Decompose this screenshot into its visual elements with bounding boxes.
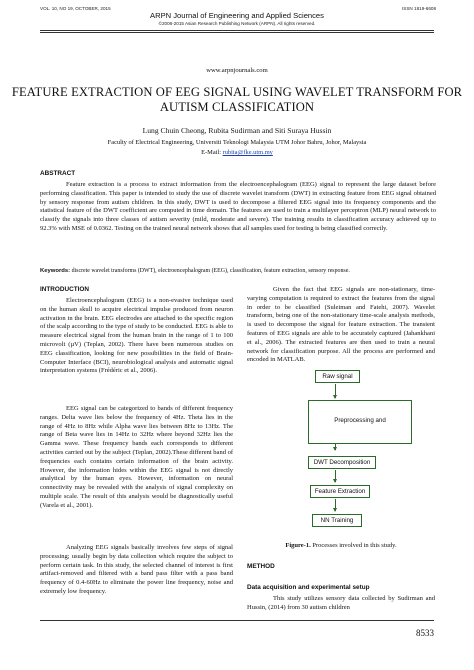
paper-authors: Lung Chuin Cheong, Rubita Sudirman and Siti Suraya Hussin <box>142 126 332 135</box>
method-subheading: Data acquisition and experimental setup <box>247 584 370 591</box>
method-paragraph: This study utilizes sensory data collected by Sudirman and Hussin, (2014) from 30 autism children <box>247 595 435 611</box>
intro-paragraph-4: Given the fact that EEG signals are non-stationary, time-varying computation is required to extract the features from the signal in order to be classified (Suleiman and Fatehi, 2007). Wavelet transform, being one of the non-stationary time-scale analysis methods, is used to decompose the signal for feature extraction. The transient features of EEG signals are able to be accurately captured (Jahankhani et al., 2006). The extracted features are then used to train a neural network for classification purpose. All the process are performed and encoded in MATLAB. <box>247 286 435 364</box>
email-link[interactable]: rubita@fke.utm.my <box>222 149 273 156</box>
intro-paragraph-1: Electroencephalogram (EEG) is a non-evasive technique used on the human skull to acquire electrical impulse produced from neuron activation in the brain. EEG electrodes are attached to the specific region of the scalp according to the type of study to be conducted. EEG is able to measure electrical signal from the human brain in the range of 1 to 100 microvolt (µV) (Teplan, 2002). There have been numerous studies on EEG classification, looking for new possibilities in the field of Brain-Computer Interface (BCI), neurobiological analysis and automatic signal interpretation systems (Frédéric et al., 2006). <box>40 297 233 375</box>
arrow-3 <box>335 470 336 482</box>
introduction-heading: INTRODUCTION <box>40 286 89 293</box>
copyright-line: ©2006-2015 Asian Research Publishing Network (ARPN). All rights reserved. <box>158 21 316 26</box>
node-raw-signal: Raw signal <box>315 370 360 383</box>
journal-name: ARPN Journal of Engineering and Applied Sciences <box>150 11 324 20</box>
abstract-heading: ABSTRACT <box>40 170 76 177</box>
volume-issue: VOL. 10, NO 19, OCTOBER, 2015 <box>40 6 111 11</box>
keywords <box>40 267 436 275</box>
node-preprocessing: Preprocessing and <box>308 400 412 444</box>
figure-1-caption <box>247 542 435 549</box>
figure-1-flowchart <box>300 366 420 534</box>
abstract-text: Feature extraction is a process to extract information from the electroencephalogram (EEG) signal to represent the large dataset before performing classification. This paper is intended to study the use of discrete wavelet transform (DWT) in extracting feature from EEG signal obtained by sensory response from autism children. In this study, DWT is used to decompose a filtered EEG signal into its frequency components and the statistical feature of the DWT coefficient are computed in time domain. The features are used to train a multilayer perceptron (MLP) neural network to classify the signals into three classes of autism severity (mild, moderate and severe). The training results in classification accuracy achieved up to 92.3% with MSE of 0.0362. Testing on the trained neural network shows that all samples used for testing is being classified correctly. <box>40 181 436 232</box>
email-line <box>0 149 474 156</box>
figure-caption-label: Figure-1. <box>285 542 311 549</box>
intro-paragraph-2: EEG signal can be categorized to bands of different frequency ranges. Delta wave lies below the frequency of 4Hz. Theta lies in the range of 4Hz to 8Hz while Alpha wave lies between 8Hz to 13Hz. The range of Beta wave lies in 14Hz to 32Hz where beyond 32Hz lies the Gamma wave. These frequency bands each corresponds to different activities carried out by the subject (Teplan, 2002).These different band of frequencies each contains certain information of the brain activity. However, the information hides within the EEG signal is not directly analytical by the human eyes. However, information on neural connectivity may be revealed with the analysis of signal complexity on multiple scale. The result of this analysis would be diagnostically useful (Varela et al., 2001). <box>40 405 233 509</box>
node-nn-training: NN Training <box>312 514 362 527</box>
figure-caption-text: Processes involved in this study. <box>310 542 397 549</box>
intro-paragraph-3: Analyzing EEG signals basically involves few steps of signal processing; usually begin by data collection which require the subject to perform certain task. In this study, the selected channel of interest is first artifact-removed and filtered with a band pass filter with a pass band frequency of 0.4-60Hz to eliminate the power line frequency, noise and extremely low frequency. <box>40 544 233 595</box>
affiliation: Faculty of Electrical Engineering, Universiti Teknologi Malaysia UTM Johor Bahru, Johor, Malaysia <box>107 139 367 146</box>
arrow-2 <box>335 444 336 450</box>
footer-rule <box>40 620 434 621</box>
email-label: E-Mail: <box>201 149 223 156</box>
journal-website: www.arpnjournals.com <box>206 67 268 74</box>
issn: ISSN 1819-6608 <box>402 6 436 11</box>
arrow-1 <box>335 384 336 398</box>
keywords-text: discrete wavelet transforms (DWT), electroencephalogram (EEG), classification, feature extraction, sensory response. <box>70 268 350 274</box>
page-number: 8533 <box>416 628 434 638</box>
method-heading: METHOD <box>247 563 275 570</box>
arrow-4 <box>335 499 336 511</box>
paper-title: FEATURE EXTRACTION OF EEG SIGNAL USING WAVELET TRANSFORM FOR AUTISM CLASSIFICATION <box>11 85 463 114</box>
node-feature-extraction: Feature Extraction <box>310 485 370 498</box>
node-dwt-decomposition: DWT Decomposition <box>308 456 376 469</box>
keywords-label: Keywords: <box>40 268 71 274</box>
header-rule <box>40 30 434 33</box>
